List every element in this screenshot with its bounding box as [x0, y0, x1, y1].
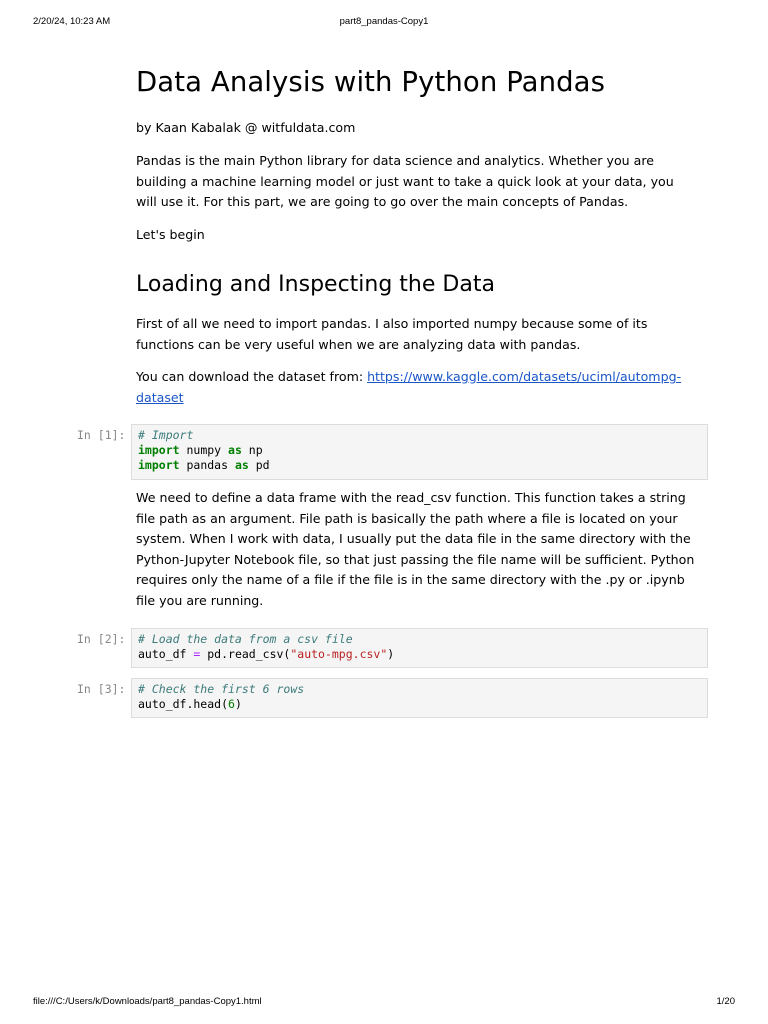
read-csv-paragraph: We need to define a data frame with the read_csv function. This function takes a string file path as an argument. File path is basically the path where a file is located on your system. When I work with data, I usually put the data file in the same directory with the Python-Jupyter Notebook file, so that just passing the file name will be sufficient. Python requires only the name of a file if the file is in the same directory with the .py or .ipynb file you are running.	[136, 490, 695, 608]
dataset-link[interactable]: https://www.kaggle.com/datasets/uciml/autompg-dataset	[136, 369, 682, 405]
lets-begin-text: Let's begin	[136, 227, 205, 242]
code-comment: # Import	[138, 428, 194, 442]
print-footer	[0, 996, 768, 1010]
section-heading: Loading and Inspecting the Data	[136, 272, 495, 297]
print-title: part8_pandas-Copy1	[339, 16, 429, 27]
cell-prompt: In [1]:	[77, 428, 126, 442]
print-file-path: file:///C:/Users/k/Downloads/part8_pandas-Copy1.html	[33, 996, 262, 1007]
byline: by Kaan Kabalak @ witfuldata.com	[136, 120, 356, 135]
cell-prompt: In [3]:	[77, 682, 126, 696]
download-prefix: You can download the dataset from:	[136, 369, 368, 384]
cell-prompt: In [2]:	[77, 632, 126, 646]
page-title: Data Analysis with Python Pandas	[136, 66, 606, 98]
code-comment: # Check the first 6 rows	[138, 682, 305, 696]
code-comment: # Load the data from a csv file	[138, 632, 353, 646]
code-input[interactable]: # Check the first 6 rows auto_df.head(6)	[131, 678, 708, 718]
print-page-number: 1/20	[716, 996, 735, 1007]
download-paragraph	[136, 367, 696, 408]
code-input[interactable]: # Import import numpy as np import pandas as pd	[131, 424, 708, 480]
intro-paragraph: Pandas is the main Python library for data science and analytics. Whether you are building a machine learning model or just want to take a quick look at your data, you will use it. For this part, we are going to go over the main concepts of Pandas.	[136, 153, 674, 209]
print-datetime: 2/20/24, 10:23 AM	[33, 16, 111, 27]
code-input[interactable]: # Load the data from a csv file auto_df = pd.read_csv("auto-mpg.csv")	[131, 628, 708, 668]
import-paragraph: First of all we need to import pandas. I also imported numpy because some of its functions can be very useful when we are analyzing data with pandas.	[136, 316, 648, 352]
print-header	[0, 16, 768, 30]
